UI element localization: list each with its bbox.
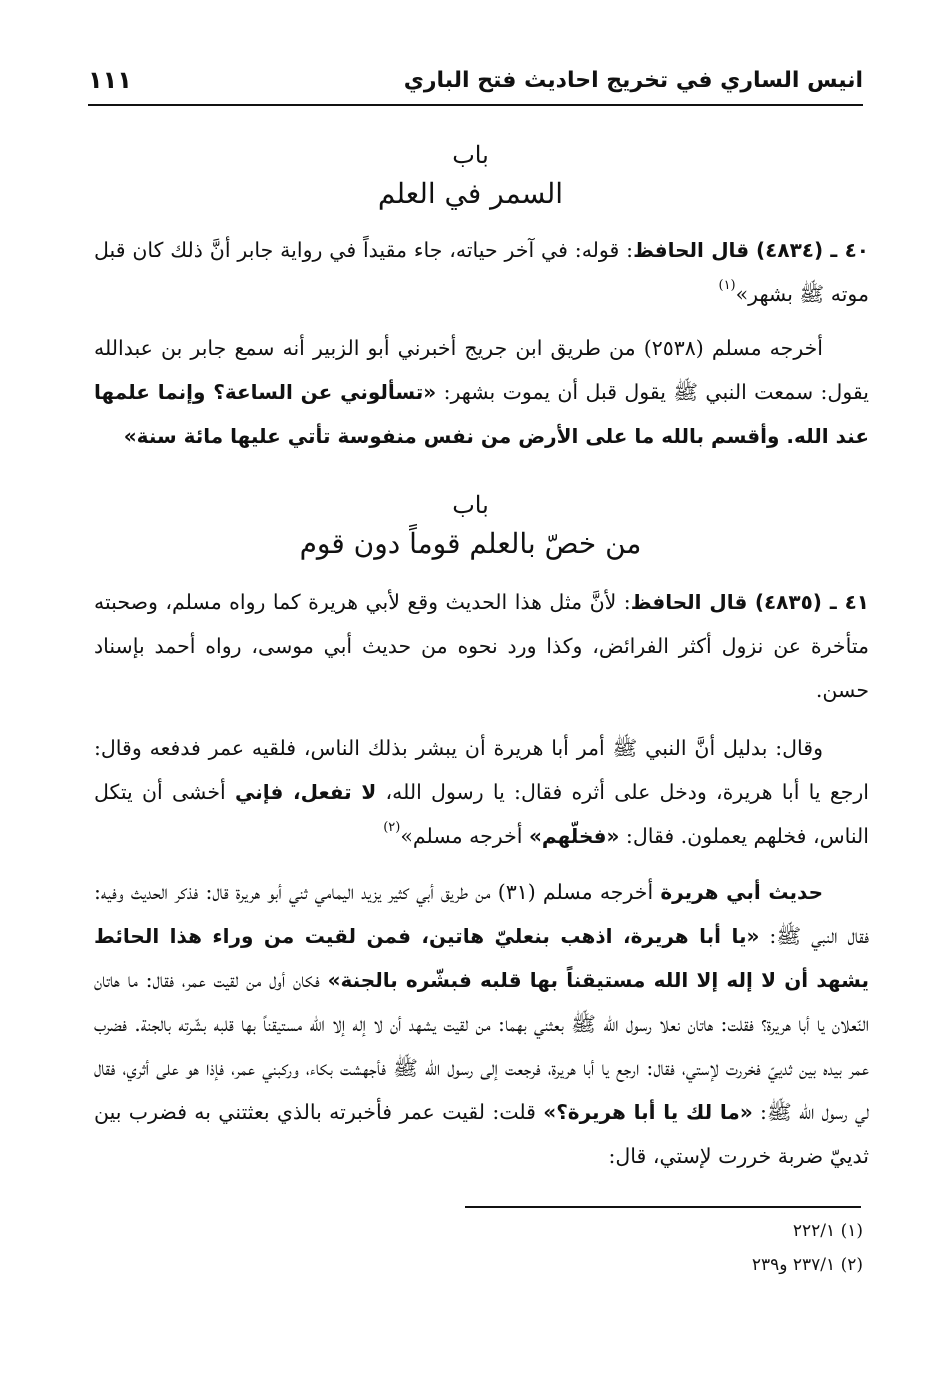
entry-41	[94, 580, 869, 712]
para-text-3: أخرجه مسلم»	[400, 824, 529, 848]
hadith-lead: حديث أبي هريرة	[660, 880, 823, 904]
entry-41-continuation	[94, 726, 869, 862]
chapter-heading-1	[0, 138, 941, 216]
entry-40	[94, 228, 869, 320]
page-header	[88, 62, 863, 106]
takhrij-40	[94, 326, 869, 458]
footnotes	[300, 1214, 863, 1282]
hadith-quote-2: «ما لك يا أبا هريرة؟»	[543, 1100, 753, 1124]
footnote-ref: (٢)	[383, 820, 401, 835]
hadith-quote: «تسألوني عن الساعة؟ وإنما علمها عند الله. وأقسم بالله ما على الأرض من نفس منفوسة تأتي عليها مائة سنة»	[94, 380, 869, 448]
hadith-text-3: قلت: لقيت عمر فأخبرته بالذي بعثتني به فضرب بين ثدييّ ضربة خررت لإستي، قال:	[94, 1100, 869, 1168]
entry-speaker: قال الحافظ	[633, 238, 750, 262]
chapter-title: السمر في العلم	[377, 177, 564, 210]
takhrij-text: أخرجه مسلم (٢٥٣٨) من طريق ابن جريج أخبرني أبو الزبير أنه سمع جابر بن عبدالله يقول: سمعت النبي ﷺ يقول قبل أن يموت بشهر:	[94, 336, 869, 404]
bold-phrase: لا تفعل، فإني	[234, 780, 377, 804]
chapter-title: من خصّ بالعلم قوماً دون قوم	[299, 527, 642, 560]
hadith-text-2: فكان أول من لقيت عمر، فقال: ما هاتان النّعلان يا أبا هريرة؟ فقلت: هاتان نعلا رسول الله ﷺ بعثني بهما: من لقيت يشهد أن لا إله إلا الله مستيقناً بها قلبه بشّرته بالجنة. فضرب عمر بيده بين ثدييّ فخررت لإستي، فقال: ارجع يا أبا هريرة، فرجعت إلى رسول الله ﷺ فأجهشت بكاء، وركبني عمر، فإذا هو على أثري، فقال لي رسول الله ﷺ:	[94, 968, 869, 1124]
entry-text: : لأنَّ مثل هذا الحديث وقع لأبي هريرة كما رواه مسلم، وصحبته متأخرة عن نزول أكثر الفرائض، وكذا ورد نحوه من حديث أبي موسى، رواه أحمد بإسناد حسن.	[94, 590, 869, 702]
footnote-ref: (١)	[718, 278, 736, 293]
entry-speaker: قال الحافظ	[630, 590, 748, 614]
footnote-2: (٢) ٢٣٧/١ و٢٣٩	[751, 1255, 863, 1275]
footnote-1: (١) ٢٢٢/١	[792, 1221, 863, 1241]
abu-hurayra-hadith	[94, 870, 869, 1178]
entry-number: ٤١ ـ (٤٨٣٥)	[754, 590, 870, 614]
chapter-label: باب	[452, 141, 489, 169]
entry-number: ٤٠ ـ (٤٨٣٤)	[756, 238, 869, 262]
footnote-separator	[465, 1206, 861, 1208]
para-text: وقال: بدليل أنَّ النبي ﷺ أمر أبا هريرة أن يبشر بذلك الناس، فلقيه عمر فدفعه وقال: ارجع يا أبا هريرة، ودخل على أثره فقال: يا رسول الله،	[94, 736, 870, 804]
hadith-quote-1: «يا أبا هريرة، اذهب بنعليّ هاتين، فمن لقيت من وراء هذا الحائط يشهد أن لا إله إلا الله مستيقناً بها قلبه فبشّره بالجنة»	[94, 924, 870, 992]
entry-text: : قوله: في آخر حياته، جاء مقيداً في رواية جابر أنَّ ذلك كان قبل موته ﷺ بشهر»	[94, 238, 869, 306]
para-text-2: أخشى أن يتكل الناس، فخلهم يعملون. فقال:	[94, 780, 869, 848]
bold-quote: «فخلّهم»	[528, 824, 620, 848]
chapter-label: باب	[452, 491, 489, 519]
chapter-heading-2	[0, 488, 941, 566]
hadith-text-1: أخرجه مسلم (٣١) من طريق أبي كثير يزيد اليمامي ثني أبو هريرة قال: فذكر الحديث وفيه: فقال النبي ﷺ:	[94, 880, 870, 948]
running-title: انيس الساري في تخريج احاديث فتح الباري	[403, 68, 863, 93]
page-number: ١١١	[88, 66, 132, 94]
